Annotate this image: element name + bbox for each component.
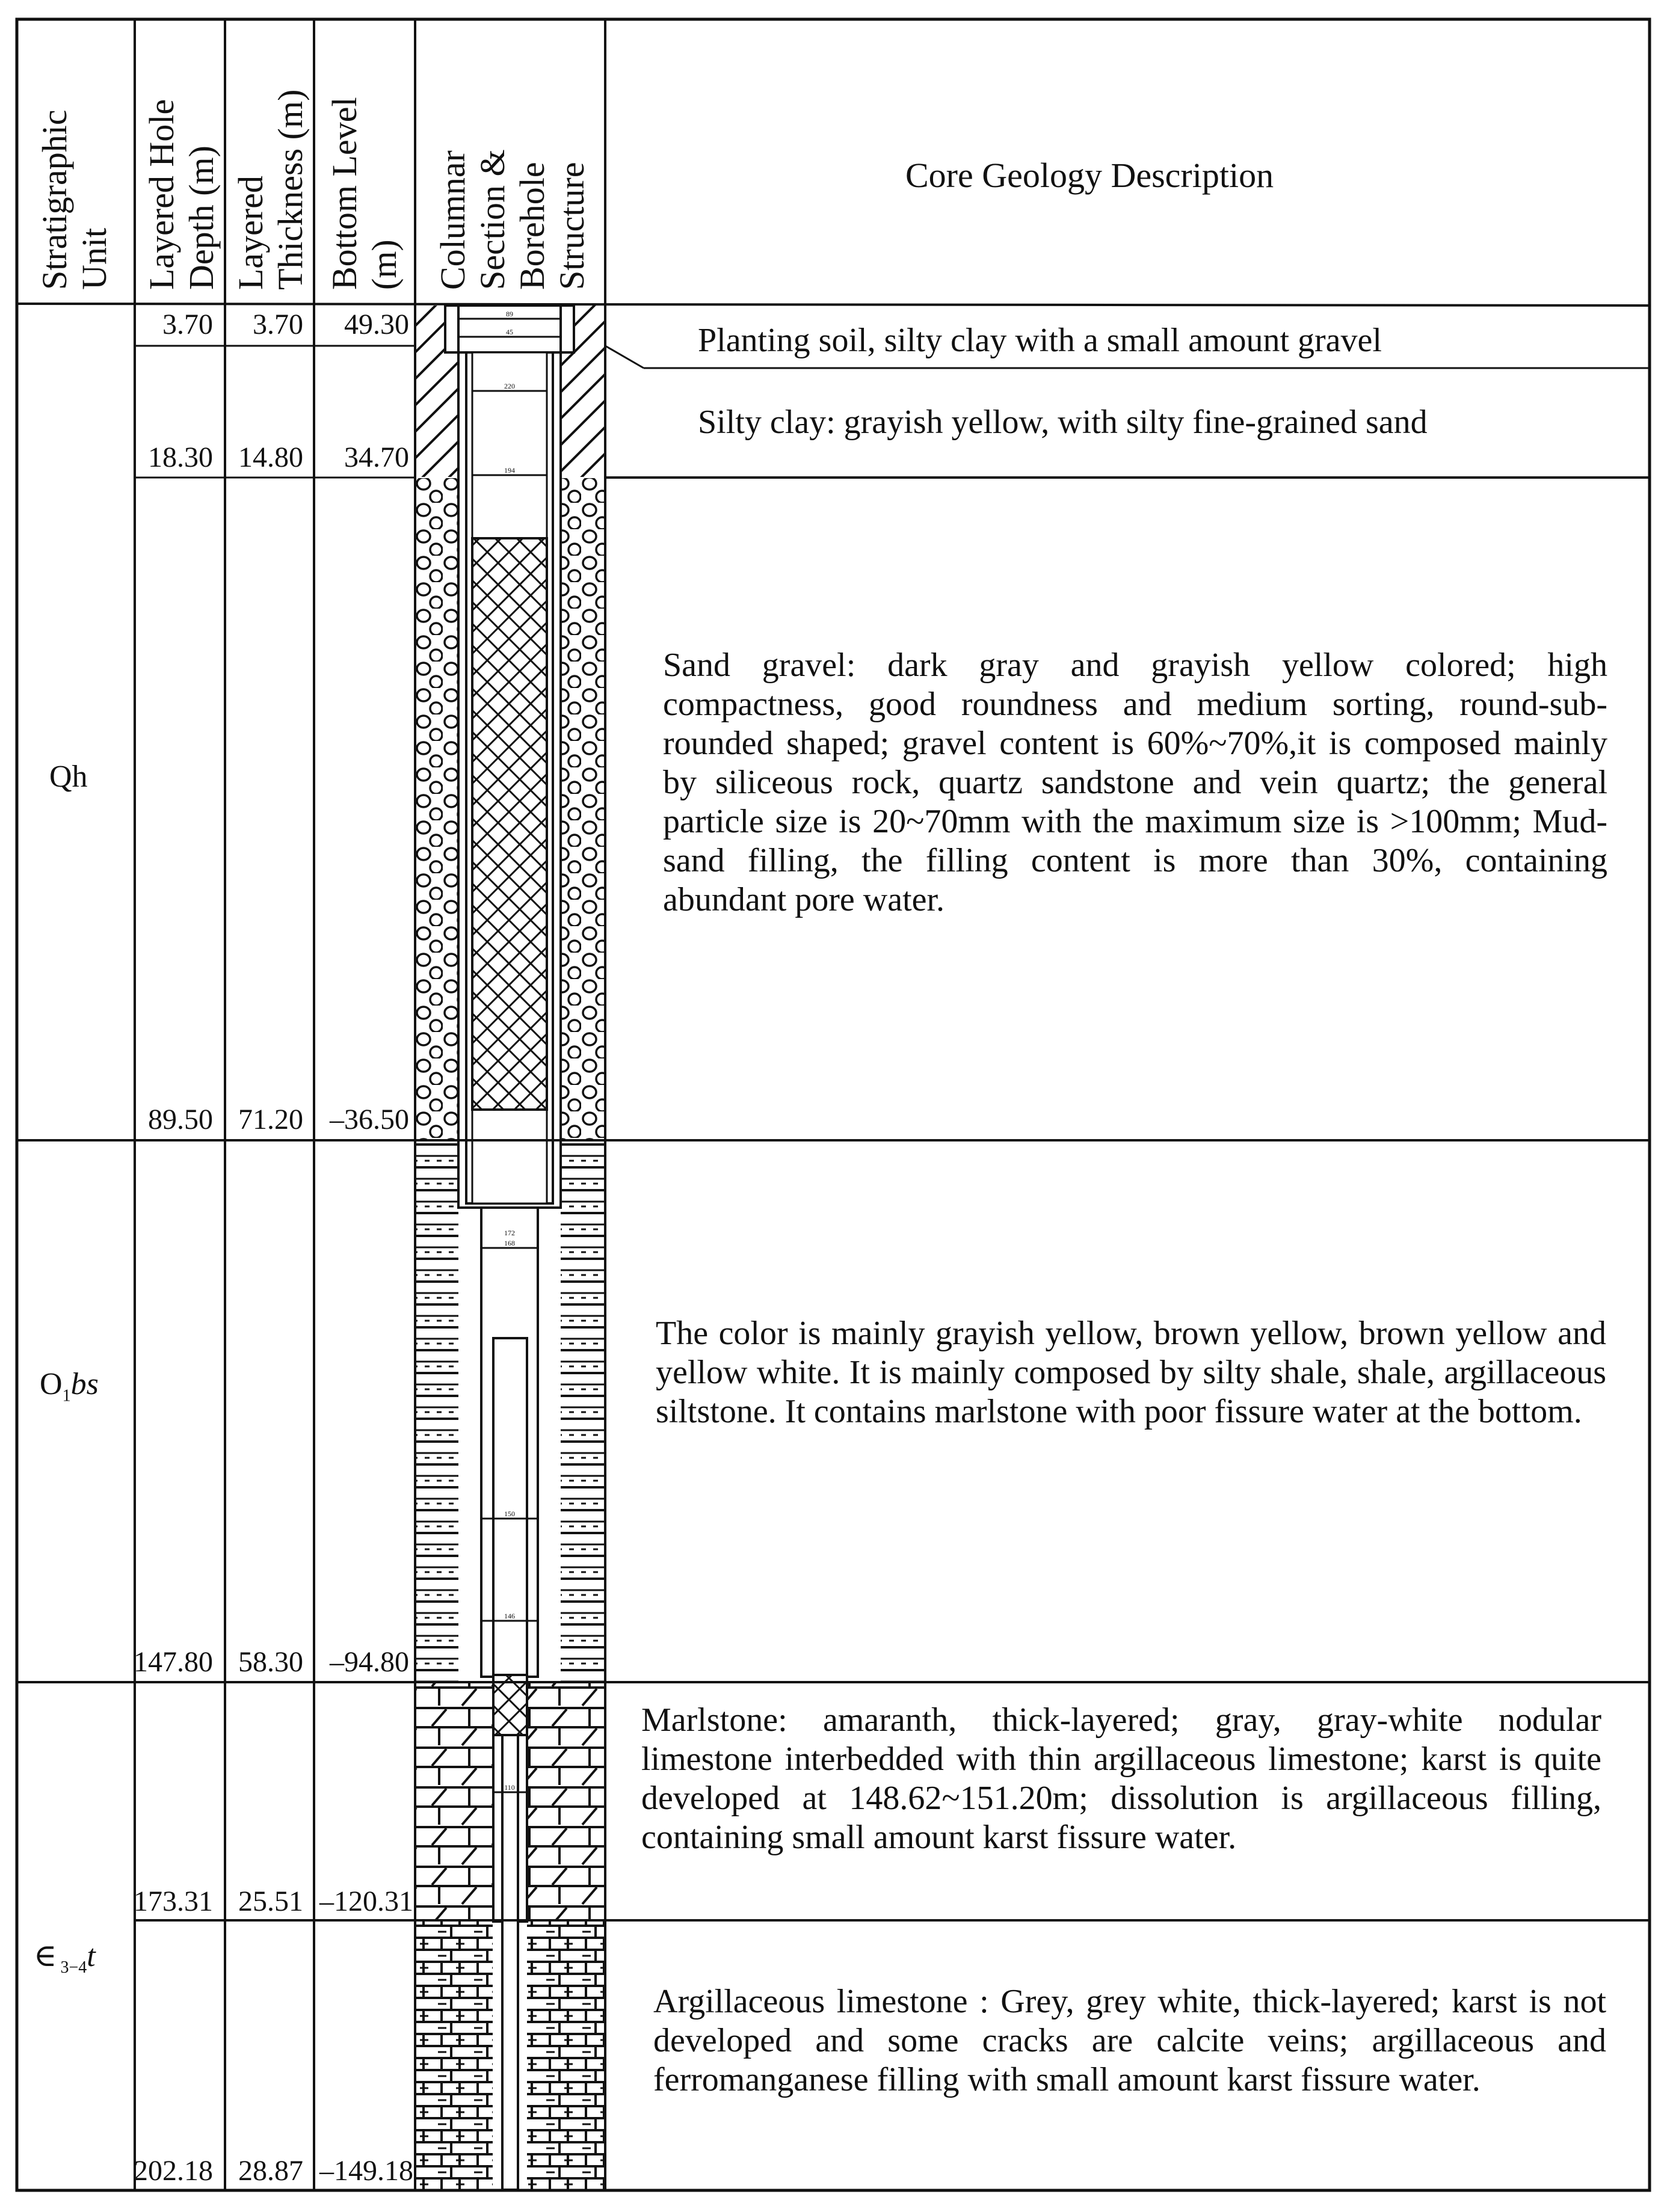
layer-bottom-level: –149.18: [319, 2155, 413, 2187]
layer-thickness: 71.20: [238, 1104, 303, 1135]
unit-cambrian-tail: t: [87, 1939, 96, 1973]
casing-mark: 110: [504, 1783, 515, 1792]
unit-o1bs-main: O: [40, 1367, 63, 1401]
description-sand-gravel: Sand gravel: dark gray and grayish yellow colored; high compactness, good roundness and medium sorting, round-sub-rounded shaped; gravel content is 60%~70%,it is composed mainly by siliceous rock, quartz sandstone and vein quartz; the general particle size is 20~70mm with the maximum size is >100mm; Mud-sand filling, the filling content is more than 30%, containing abundant pore water.: [663, 647, 1607, 918]
layer-depth: 18.30: [148, 441, 213, 473]
header-core-geology: Core Geology Description: [905, 156, 1274, 195]
layer-depth: 202.18: [134, 2155, 213, 2187]
layer-thickness: 3.70: [253, 309, 303, 340]
unit-qh: Qh: [49, 760, 88, 794]
limestone-fill-left: [416, 1921, 493, 2190]
layer-depth: 147.80: [134, 1646, 213, 1678]
shale-fill-right: [561, 1141, 604, 1682]
gravel-fill-right: [561, 478, 604, 1140]
unit-o1bs-sub: 1: [62, 1386, 71, 1406]
header-layered-hole-depth: Layered Hole Depth (m): [142, 99, 221, 290]
header-stratigraphic-unit: Stratigraphic Unit: [35, 109, 114, 290]
header-bottom-level: Bottom Level (m): [325, 97, 404, 290]
casing-mark: 172: [504, 1229, 515, 1237]
description-marlstone: Marlstone: amaranth, thick-layered; gray, gray-white nodular limestone interbedded with thin argillaceous limestone; karst is quite developed at 148.62~151.20m; dissolution is argillaceous filling, containing small amount karst fissure water.: [641, 1701, 1601, 1856]
casing-mark: 150: [504, 1510, 515, 1518]
layer-bottom-level: –36.50: [330, 1104, 409, 1135]
layer-bottom-level: 49.30: [344, 309, 409, 340]
unit-cambrian-main: ∈: [34, 1939, 57, 1973]
description-planting-soil: Planting soil, silty clay with a small amount gravel: [698, 322, 1382, 359]
layer-thickness: 28.87: [238, 2155, 303, 2187]
casing-mark: 194: [504, 466, 515, 475]
description-silty-clay: Silty clay: grayish yellow, with silty fine-grained sand: [698, 404, 1428, 441]
layer-depth: 89.50: [148, 1104, 213, 1135]
marl-fill-right: [527, 1682, 604, 1921]
unit-cambrian: [34, 1938, 96, 1977]
header-layered-thickness: Layered Thickness (m): [231, 89, 310, 290]
layer-depth: 173.31: [134, 1885, 213, 1917]
unit-o1bs-tail: bs: [70, 1367, 99, 1401]
casing-mark: 89: [506, 310, 513, 318]
layer-thickness: 58.30: [238, 1646, 303, 1678]
casing-mark: 146: [504, 1612, 515, 1620]
shale-fill-left: [416, 1141, 458, 1682]
header-columnar-section: Columnar Section & Borehole Structure: [433, 149, 591, 290]
layer-bottom-level: –94.80: [330, 1646, 409, 1678]
unit-cambrian-sub: 3−4: [60, 1958, 87, 1977]
gravel-fill-left: [416, 478, 458, 1140]
layer-thickness: 14.80: [238, 441, 303, 473]
description-argillaceous-limestone: Argillaceous limestone : Grey, grey white, thick-layered; karst is not developed and some cracks are calcite veins; argillaceous and ferromanganese filling with small amount karst fissure water.: [653, 1983, 1606, 2098]
casing-mark: 168: [504, 1239, 515, 1247]
marl-fill-left: [416, 1682, 493, 1921]
casing-mark: 45: [506, 328, 513, 336]
casing-mark: 220: [504, 382, 515, 390]
layer-depth: 3.70: [162, 309, 213, 340]
description-o1bs: The color is mainly grayish yellow, brown yellow, brown yellow and yellow white. It is mainly composed by silty shale, shale, argillaceous siltstone. It contains marlstone with poor fissure water at the bottom.: [656, 1315, 1606, 1430]
limestone-fill-right: [527, 1921, 604, 2190]
layer-bottom-level: 34.70: [344, 441, 409, 473]
layer-thickness: 25.51: [238, 1885, 303, 1917]
unit-o1bs: [40, 1366, 99, 1406]
layer-bottom-level: –120.31: [319, 1885, 413, 1917]
